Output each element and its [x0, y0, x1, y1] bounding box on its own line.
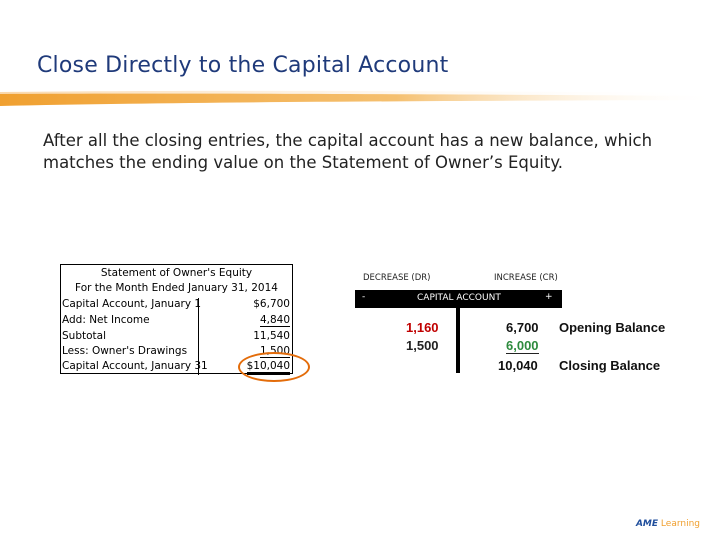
statement-row-label: Less: Owner's Drawings: [62, 345, 188, 357]
statement-row-value: 1,500: [259, 345, 290, 357]
credit-entry: 6,700: [506, 320, 539, 335]
highlight-ellipse: [238, 352, 310, 382]
plus-sign: +: [545, 292, 553, 302]
debit-entry: 1,160: [406, 320, 439, 335]
slide-body-text: After all the closing entries, the capital account has a new balance, which matches the ending value on the Statement of Owner’s Equity.: [43, 131, 653, 172]
slide-title: Close Directly to the Capital Account: [37, 53, 449, 78]
debit-entry: 1,500: [406, 338, 439, 353]
minus-sign: -: [362, 292, 366, 302]
statement-heading: Statement of Owner's Equity: [100, 267, 253, 279]
credit-entry: 6,000: [506, 338, 539, 353]
statement-row: [62, 330, 292, 346]
decorative-swoosh-band: [0, 88, 720, 110]
t-account-left-header: DECREASE (DR): [363, 273, 431, 283]
t-account-right-header: INCREASE (CR): [494, 273, 558, 283]
statement-row-value: $10,040: [247, 360, 290, 375]
closing-balance-label: Closing Balance: [559, 358, 661, 373]
statement-row-value: 11,540: [253, 330, 290, 342]
statement-row-label: Capital Account, January 1: [62, 298, 202, 310]
statement-row-label: Capital Account, January 31: [62, 360, 208, 372]
statement-row: [62, 298, 292, 314]
statement-period: For the Month Ended January 31, 2014: [75, 282, 278, 294]
statement-row-label: Subtotal: [62, 330, 106, 342]
t-account-top-bar: [355, 290, 562, 308]
statement-row-value: $6,700: [253, 298, 290, 310]
opening-balance-label: Opening Balance: [559, 320, 666, 335]
closing-value: 10,040: [498, 358, 538, 373]
statement-row-value: 4,840: [259, 314, 290, 326]
t-account-stem: [456, 308, 460, 373]
ame-learning-logo: AME Learning: [635, 519, 700, 529]
statement-row: [62, 314, 292, 330]
statement-row-label: Add: Net Income: [62, 314, 150, 326]
t-account-name: CAPITAL ACCOUNT: [417, 293, 501, 303]
